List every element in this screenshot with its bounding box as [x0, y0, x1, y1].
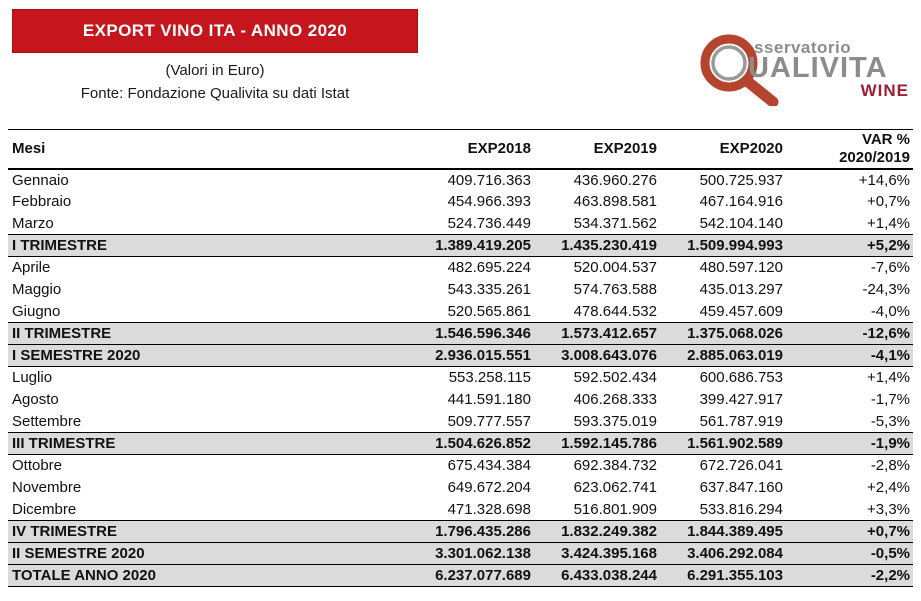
col-header-mesi: Mesi [8, 130, 408, 169]
subtitle-valori: (Valori in Euro) [165, 62, 265, 79]
exp2018-cell: 1.504.626.852 [408, 433, 534, 455]
var-pct-cell: -2,8% [786, 455, 913, 477]
exp2020-cell: 459.457.609 [660, 301, 786, 323]
summary-row [8, 565, 913, 587]
summary-row [8, 521, 913, 543]
var-pct-cell: +2,4% [786, 477, 913, 499]
row-label: I SEMESTRE 2020 [8, 345, 408, 367]
summary-row [8, 323, 913, 345]
row-label: Novembre [8, 477, 408, 499]
var-pct-cell: -4,1% [786, 345, 913, 367]
exp2020-cell: 467.164.916 [660, 191, 786, 213]
exp2018-cell: 454.966.393 [408, 191, 534, 213]
col-header-var-line1: VAR % [861, 130, 910, 148]
exp2019-cell: 3.424.395.168 [534, 543, 660, 565]
subtitle-fonte: Fonte: Fondazione Qualivita su dati Istat [80, 85, 350, 102]
exp2020-cell: 1.561.902.589 [660, 433, 786, 455]
summary-row [8, 345, 913, 367]
row-label: III TRIMESTRE [8, 433, 408, 455]
exp2018-cell: 3.301.062.138 [408, 543, 534, 565]
month-row [8, 499, 913, 521]
var-pct-cell: +3,3% [786, 499, 913, 521]
exp2019-cell: 3.008.643.076 [534, 345, 660, 367]
exp2019-cell: 478.644.532 [534, 301, 660, 323]
exp2020-cell: 6.291.355.103 [660, 565, 786, 587]
exp2018-cell: 553.258.115 [408, 367, 534, 389]
exp2018-cell: 675.434.384 [408, 455, 534, 477]
summary-row [8, 543, 913, 565]
col-header-exp2019: EXP2019 [534, 130, 660, 169]
row-label: Agosto [8, 389, 408, 411]
month-row [8, 279, 913, 301]
title-banner [12, 9, 418, 53]
exp2019-cell: 463.898.581 [534, 191, 660, 213]
month-row [8, 257, 913, 279]
exp2019-cell: 1.435.230.419 [534, 235, 660, 257]
summary-row [8, 433, 913, 455]
exp2020-cell: 672.726.041 [660, 455, 786, 477]
col-header-exp2018: EXP2018 [408, 130, 534, 169]
var-pct-cell: -1,7% [786, 389, 913, 411]
exp2020-cell: 435.013.297 [660, 279, 786, 301]
row-label: Febbraio [8, 191, 408, 213]
month-row [8, 455, 913, 477]
exp2019-cell: 623.062.741 [534, 477, 660, 499]
table-header-row [8, 130, 913, 169]
exp2020-cell: 399.427.917 [660, 389, 786, 411]
month-row [8, 477, 913, 499]
month-row [8, 411, 913, 433]
exp2020-cell: 637.847.160 [660, 477, 786, 499]
exp2019-cell: 534.371.562 [534, 213, 660, 235]
exp2018-cell: 441.591.180 [408, 389, 534, 411]
row-label: Gennaio [8, 169, 408, 191]
exp2018-cell: 409.716.363 [408, 169, 534, 191]
row-label: Aprile [8, 257, 408, 279]
var-pct-cell: -1,9% [786, 433, 913, 455]
row-label: Marzo [8, 213, 408, 235]
row-label: Settembre [8, 411, 408, 433]
exp2019-cell: 692.384.732 [534, 455, 660, 477]
exp2020-cell: 533.816.294 [660, 499, 786, 521]
exp2020-cell: 1.844.389.495 [660, 521, 786, 543]
logo-osservatorio-text: sservatorio [754, 38, 852, 57]
row-label: IV TRIMESTRE [8, 521, 408, 543]
exp2019-cell: 593.375.019 [534, 411, 660, 433]
exp2018-cell: 524.736.449 [408, 213, 534, 235]
subtitles [12, 59, 418, 105]
exp2018-cell: 543.335.261 [408, 279, 534, 301]
exp2020-cell: 600.686.753 [660, 367, 786, 389]
exp2018-cell: 482.695.224 [408, 257, 534, 279]
exp2018-cell: 509.777.557 [408, 411, 534, 433]
var-pct-cell: +0,7% [786, 191, 913, 213]
var-pct-cell: +5,2% [786, 235, 913, 257]
var-pct-cell: +1,4% [786, 213, 913, 235]
exp2018-cell: 1.796.435.286 [408, 521, 534, 543]
table-body [8, 169, 913, 587]
exp2018-cell: 649.672.204 [408, 477, 534, 499]
exp2019-cell: 516.801.909 [534, 499, 660, 521]
var-pct-cell: -2,2% [786, 565, 913, 587]
col-header-var [786, 130, 913, 169]
row-label: Giugno [8, 301, 408, 323]
exp2019-cell: 592.502.434 [534, 367, 660, 389]
exp2020-cell: 1.509.994.993 [660, 235, 786, 257]
exp2020-cell: 542.104.140 [660, 213, 786, 235]
exp2018-cell: 520.565.861 [408, 301, 534, 323]
exp2019-cell: 406.268.333 [534, 389, 660, 411]
row-label: TOTALE ANNO 2020 [8, 565, 408, 587]
exp2019-cell: 1.832.249.382 [534, 521, 660, 543]
var-pct-cell: +14,6% [786, 169, 913, 191]
col-header-exp2020: EXP2020 [660, 130, 786, 169]
var-pct-cell: -7,6% [786, 257, 913, 279]
exp2020-cell: 1.375.068.026 [660, 323, 786, 345]
row-label: II SEMESTRE 2020 [8, 543, 408, 565]
exp2019-cell: 1.592.145.786 [534, 433, 660, 455]
row-label: Luglio [8, 367, 408, 389]
exp2020-cell: 561.787.919 [660, 411, 786, 433]
exp2018-cell: 471.328.698 [408, 499, 534, 521]
var-pct-cell: +0,7% [786, 521, 913, 543]
qualivita-logo [696, 32, 916, 106]
row-label: II TRIMESTRE [8, 323, 408, 345]
exp2018-cell: 1.389.419.205 [408, 235, 534, 257]
export-table [8, 129, 913, 587]
summary-row [8, 235, 913, 257]
var-pct-cell: -5,3% [786, 411, 913, 433]
month-row [8, 389, 913, 411]
col-header-var-line2: 2020/2019 [839, 148, 910, 166]
exp2020-cell: 2.885.063.019 [660, 345, 786, 367]
exp2019-cell: 520.004.537 [534, 257, 660, 279]
month-row [8, 191, 913, 213]
month-row [8, 367, 913, 389]
var-pct-cell: -0,5% [786, 543, 913, 565]
exp2018-cell: 2.936.015.551 [408, 345, 534, 367]
exp2019-cell: 436.960.276 [534, 169, 660, 191]
var-pct-cell: -24,3% [786, 279, 913, 301]
var-pct-cell: +1,4% [786, 367, 913, 389]
row-label: I TRIMESTRE [8, 235, 408, 257]
month-row [8, 213, 913, 235]
month-row [8, 169, 913, 191]
row-label: Dicembre [8, 499, 408, 521]
logo-wine-text: WINE [860, 81, 909, 100]
page-title: EXPORT VINO ITA - ANNO 2020 [82, 21, 348, 40]
month-row [8, 301, 913, 323]
logo-qualivita-text: UALIVITA [748, 52, 888, 84]
var-pct-cell: -4,0% [786, 301, 913, 323]
exp2020-cell: 500.725.937 [660, 169, 786, 191]
row-label: Maggio [8, 279, 408, 301]
qualivita-logo-svg [696, 32, 916, 106]
exp2018-cell: 6.237.077.689 [408, 565, 534, 587]
exp2019-cell: 6.433.038.244 [534, 565, 660, 587]
row-label: Ottobre [8, 455, 408, 477]
exp2019-cell: 1.573.412.657 [534, 323, 660, 345]
exp2020-cell: 480.597.120 [660, 257, 786, 279]
exp2019-cell: 574.763.588 [534, 279, 660, 301]
exp2020-cell: 3.406.292.084 [660, 543, 786, 565]
var-pct-cell: -12,6% [786, 323, 913, 345]
exp2018-cell: 1.546.596.346 [408, 323, 534, 345]
